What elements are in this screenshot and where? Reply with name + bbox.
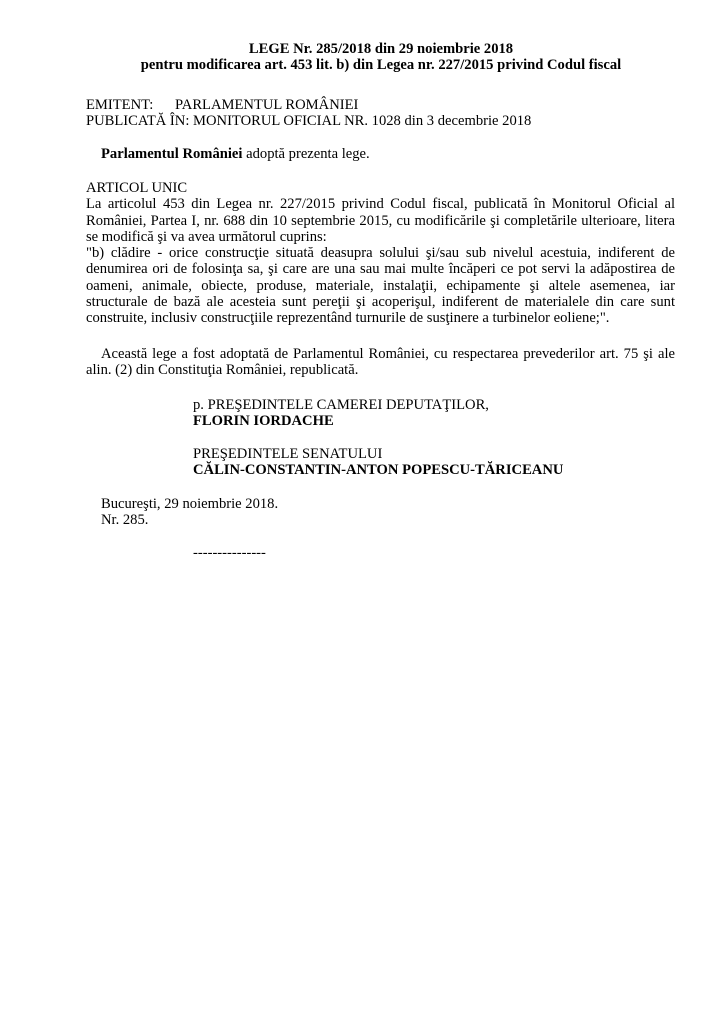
separator-line: --------------- <box>193 545 266 561</box>
article-heading: ARTICOL UNIC <box>86 180 188 196</box>
article-line: "b) clădire - orice construcţie situată deasupra solului şi/sau sub nivelul acestuia, indiferent de <box>86 245 675 262</box>
law-title-line2: pentru modificarea art. 453 lit. b) din Legea nr. 227/2015 privind Codul fiscal <box>140 57 622 74</box>
emitent-row <box>86 97 686 113</box>
article-line: denumirea ori de folosinţa sa, şi care are una sau mai multe încăperi ce pot servi la adăpostirea de <box>86 261 675 278</box>
closing-line: Această lege a fost adoptată de Parlamentul României, cu respectarea prevederilor art. 75 şi ale <box>101 346 675 362</box>
chamber-name: FLORIN IORDACHE <box>193 413 334 430</box>
adoption-rest: adoptă prezenta lege. <box>242 146 370 162</box>
senate-signature <box>193 446 563 479</box>
article-line: construite, inclusiv construcţiile reprezentând turnurile de susţinere a turbinelor eoliene;". <box>86 310 610 327</box>
place-date: Bucureşti, 29 noiembrie 2018. <box>101 496 279 512</box>
adoption-statement <box>101 146 370 162</box>
senate-title: PREŞEDINTELE SENATULUI <box>193 446 383 462</box>
article-line: structurale de bază ale acesteia sunt pereţii şi acoperişul, indiferent de materialele din care sunt <box>86 294 675 311</box>
chamber-signature <box>193 397 489 430</box>
chamber-title: p. PREŞEDINTELE CAMEREI DEPUTAŢILOR, <box>193 397 489 413</box>
senate-name: CĂLIN-CONSTANTIN-ANTON POPESCU-TĂRICEANU <box>193 462 564 479</box>
publication-meta <box>86 97 686 130</box>
closing-paragraph <box>86 346 675 379</box>
adoption-subject: Parlamentul României <box>101 146 243 162</box>
article-line: La articolul 453 din Legea nr. 227/2015 privind Codul fiscal, publicată în Monitorul Oficial al <box>86 196 675 213</box>
article-line: oameni, animale, obiecte, produse, materiale, instalaţii, echipamente şi altele asemenea, iar <box>86 277 675 294</box>
emitent-label: EMITENT: <box>86 97 154 113</box>
emitent-value: PARLAMENTUL ROMÂNIEI <box>175 97 359 113</box>
published-row: PUBLICATĂ ÎN: MONITORUL OFICIAL NR. 1028 din 3 decembrie 2018 <box>86 113 532 130</box>
article-unic <box>86 180 675 327</box>
closing-line: alin. (2) din Constituţia României, republicată. <box>86 362 359 379</box>
law-number: Nr. 285. <box>101 512 149 528</box>
article-line: se modifică şi va avea următorul cuprins: <box>86 228 327 245</box>
article-line: României, Partea I, nr. 688 din 10 septembrie 2015, cu modificările şi completările ulterioare, litera <box>86 212 675 229</box>
law-title <box>86 41 676 74</box>
law-title-line1: LEGE Nr. 285/2018 din 29 noiembrie 2018 <box>248 41 514 57</box>
